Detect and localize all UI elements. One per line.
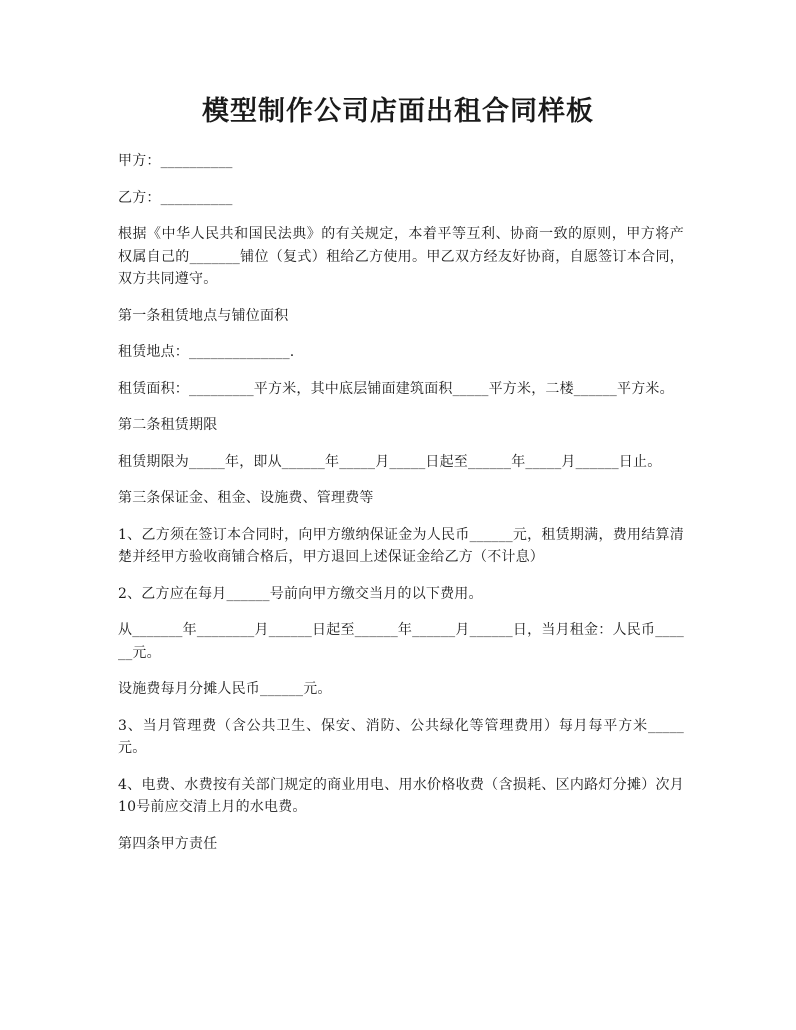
preamble-paragraph: 根据《中华人民共和国民法典》的有关规定，本着平等互利、协商一致的原则，甲方将产权属自己的_______铺位（复式）租给乙方使用。甲乙双方经友好协商，自愿签订本合同，双方共同遵守。 [118,226,684,287]
clause-3-4-paragraph: 4、电费、水费按有关部门规定的商业用电、用水价格收费（含损耗、区内路灯分摊）次月10号前应交清上月的水电费。 [118,776,684,815]
article-2-heading: 第二条租赁期限 [118,417,218,433]
clause-3-3-paragraph: 3、当月管理费（含公共卫生、保安、消防、公共绿化等管理费用）每月每平方米_____元。 [118,717,684,756]
lease-location-line: 租赁地点：______________. [118,344,295,360]
party-a-line: 甲方：__________ [118,153,233,169]
lease-area-paragraph: 租赁面积：_________平方米，其中底层铺面建筑面积_____平方米，二楼______平方米。 [118,380,674,397]
article-3-heading: 第三条保证金、租金、设施费、管理费等 [118,490,374,506]
clause-3-2-paragraph: 2、乙方应在每月______号前向甲方缴交当月的以下费用。 [118,585,483,602]
party-b-line: 乙方：__________ [118,189,233,206]
article-4-heading: 第四条甲方责任 [118,835,218,852]
clause-3-1-paragraph: 1、乙方须在签订本合同时，向甲方缴纳保证金为人民币______元，租赁期满，费用结算清楚并经甲方验收商铺合格后，甲方退回上述保证金给乙方（不计息） [118,526,684,565]
article-1-heading: 第一条租赁地点与铺位面积 [118,307,289,324]
facility-fee-paragraph: 设施费每月分摊人民币______元。 [118,681,332,697]
document-body [118,150,684,869]
document-title: 模型制作公司店面出租合同样板 [202,96,594,127]
rent-period-paragraph: 从_______年________月______日起至______年______月______日，当月租金：人民币______元。 [118,622,684,661]
lease-term-paragraph: 租赁期限为_____年，即从______年_____月_____日起至______年_____月______日止。 [118,453,662,470]
